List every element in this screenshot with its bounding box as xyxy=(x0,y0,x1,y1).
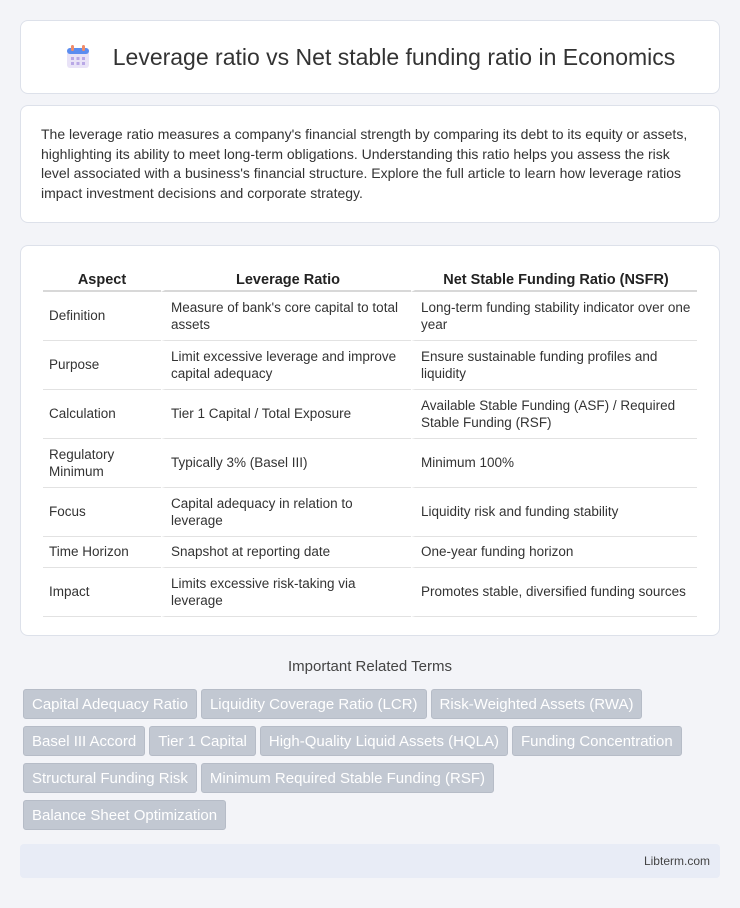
row-aspect: Focus xyxy=(43,488,161,537)
row-leverage: Limit excessive leverage and improve capital adequacy xyxy=(161,341,411,390)
row-nsfr: Available Stable Funding (ASF) / Required Stable Funding (RSF) xyxy=(411,390,697,439)
related-term-tag[interactable]: Tier 1 Capital xyxy=(149,726,256,756)
row-aspect: Time Horizon xyxy=(43,537,161,568)
row-leverage: Limits excessive risk-taking via leverage xyxy=(161,568,411,617)
related-term-tag[interactable]: Liquidity Coverage Ratio (LCR) xyxy=(201,689,427,719)
intro-card xyxy=(20,105,720,223)
title-card xyxy=(20,20,720,94)
related-terms-list xyxy=(23,689,723,837)
table-row xyxy=(43,390,697,439)
related-term-tag[interactable]: High-Quality Liquid Assets (HQLA) xyxy=(260,726,508,756)
intro-text: The leverage ratio measures a company's financial strength by comparing its debt to its equity or assets, highlighting its ability to meet long-term obligations. Understanding this ratio helps you assess the risk level associated with a business's financial structure. Explore the full article to learn how leverage ratios impact investment decisions and corporate strategy. xyxy=(41,126,688,201)
table-row xyxy=(43,537,697,568)
row-nsfr: Liquidity risk and funding stability xyxy=(411,488,697,537)
footer xyxy=(20,844,720,878)
table-row xyxy=(43,568,697,617)
row-nsfr: Minimum 100% xyxy=(411,439,697,488)
row-aspect: Calculation xyxy=(43,390,161,439)
related-term-tag[interactable]: Minimum Required Stable Funding (RSF) xyxy=(201,763,494,793)
table-row xyxy=(43,292,697,341)
row-leverage: Snapshot at reporting date xyxy=(161,537,411,568)
row-nsfr: Ensure sustainable funding profiles and liquidity xyxy=(411,341,697,390)
related-term-tag[interactable]: Structural Funding Risk xyxy=(23,763,197,793)
table-row xyxy=(43,439,697,488)
row-leverage: Tier 1 Capital / Total Exposure xyxy=(161,390,411,439)
table-row xyxy=(43,488,697,537)
related-terms-title: Important Related Terms xyxy=(288,658,452,675)
header-nsfr: Net Stable Funding Ratio (NSFR) xyxy=(411,266,697,292)
row-nsfr: One-year funding horizon xyxy=(411,537,697,568)
header-leverage-ratio: Leverage Ratio xyxy=(161,266,411,292)
table-header-row xyxy=(43,266,697,292)
footer-site-link[interactable]: Libterm.com xyxy=(643,854,710,868)
calendar-icon xyxy=(65,44,91,70)
comparison-card xyxy=(20,245,720,636)
related-term-tag[interactable]: Risk-Weighted Assets (RWA) xyxy=(431,689,643,719)
related-term-tag[interactable]: Basel III Accord xyxy=(23,726,145,756)
row-aspect: Purpose xyxy=(43,341,161,390)
table-row xyxy=(43,341,697,390)
row-aspect: Definition xyxy=(43,292,161,341)
row-aspect: Impact xyxy=(43,568,161,617)
header-aspect: Aspect xyxy=(43,266,161,292)
comparison-table xyxy=(43,266,697,617)
row-nsfr: Long-term funding stability indicator over one year xyxy=(411,292,697,341)
row-aspect: Regulatory Minimum xyxy=(43,439,161,488)
row-leverage: Capital adequacy in relation to leverage xyxy=(161,488,411,537)
related-term-tag[interactable]: Capital Adequacy Ratio xyxy=(23,689,197,719)
related-term-tag[interactable]: Funding Concentration xyxy=(512,726,682,756)
related-term-tag[interactable]: Balance Sheet Optimization xyxy=(23,800,226,830)
page-title: Leverage ratio vs Net stable funding ratio in Economics xyxy=(112,43,676,70)
row-nsfr: Promotes stable, diversified funding sources xyxy=(411,568,697,617)
row-leverage: Typically 3% (Basel III) xyxy=(161,439,411,488)
row-leverage: Measure of bank's core capital to total assets xyxy=(161,292,411,341)
